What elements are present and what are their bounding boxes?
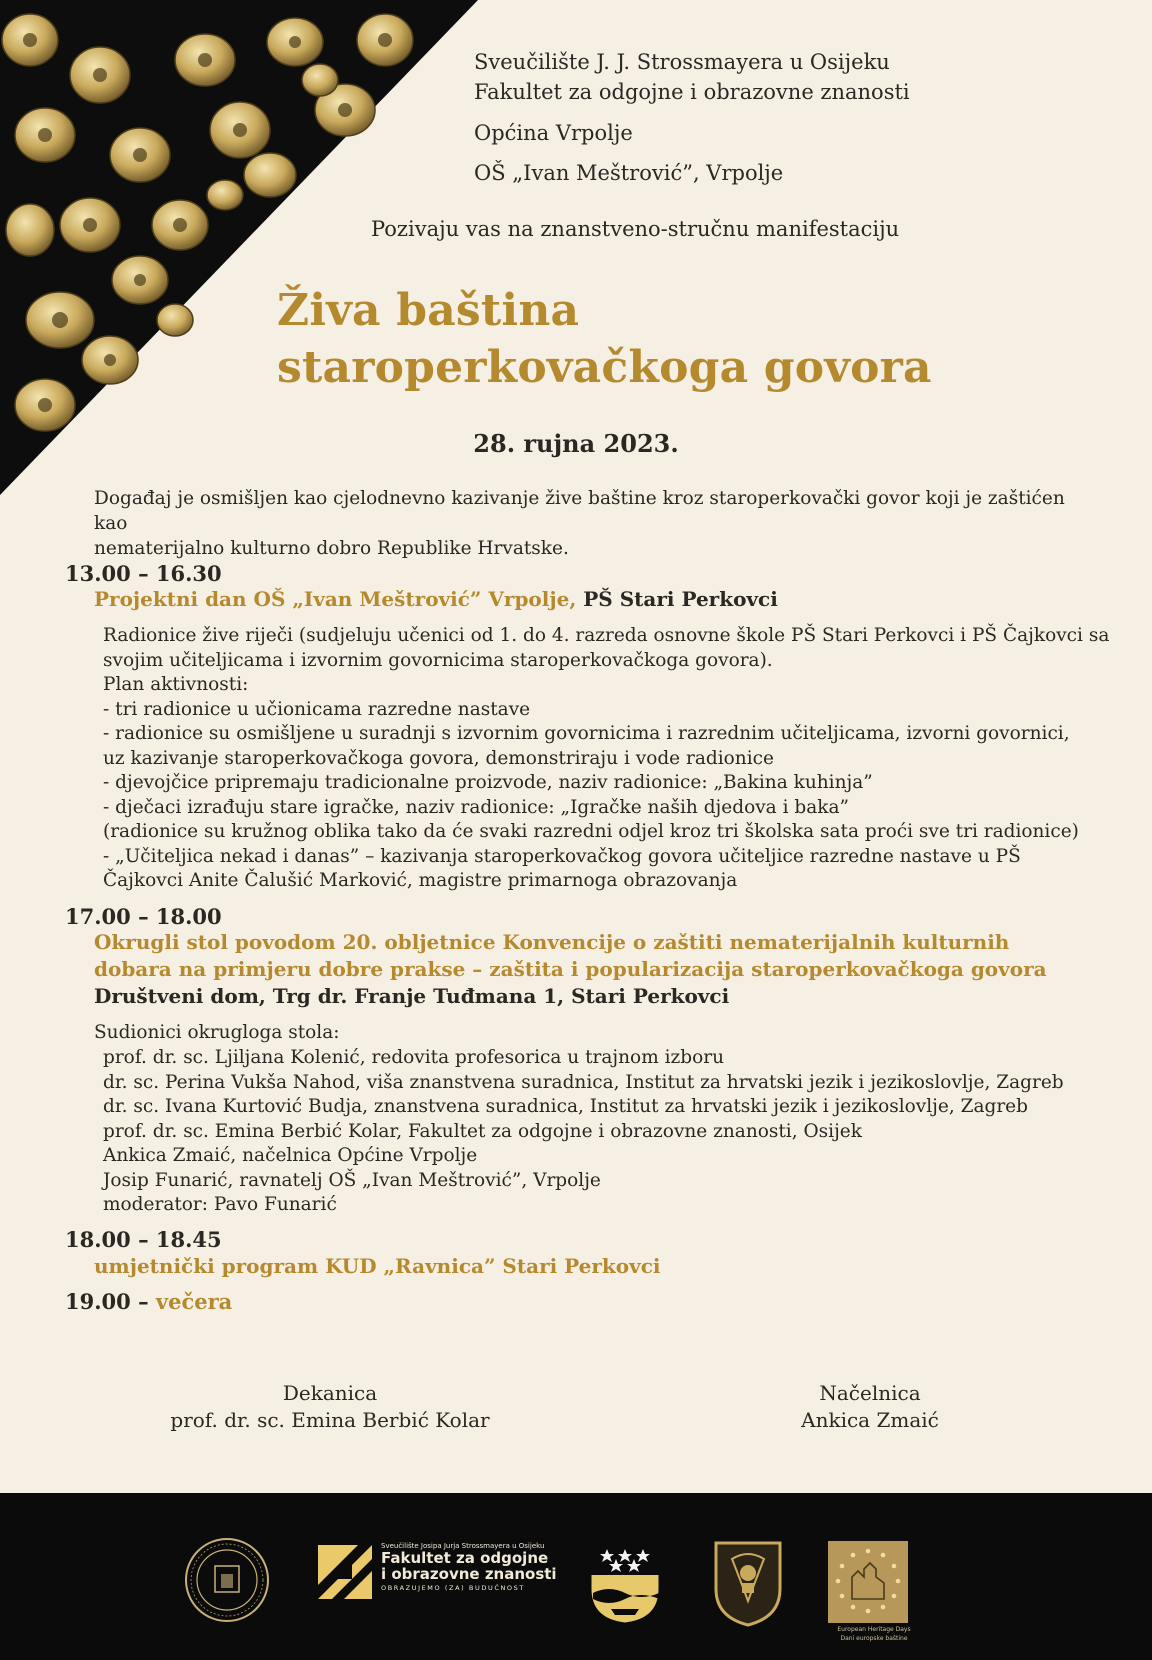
event-date: 28. rujna 2023.: [473, 429, 679, 458]
signature-mayor-role: Načelnica: [819, 1381, 921, 1405]
faculty-logo-university: Sveučilište Josipa Jurja Strossmayera u Osijeku: [381, 1542, 545, 1550]
event-title-line-2: staroperkovačkoga govora: [277, 342, 932, 393]
block4-title: večera: [148, 1289, 233, 1314]
european-heritage-days-icon: [828, 1541, 908, 1623]
time-slot-4-time: 19.00 –: [65, 1289, 149, 1314]
time-slot-1: 13.00 – 16.30: [65, 561, 222, 586]
signature-dean: [170, 1380, 490, 1434]
org-school: OŠ „Ivan Meštrović”, Vrpolje: [474, 161, 784, 185]
participant: prof. dr. sc. Emina Berbić Kolar, Fakultet za odgojne i obrazovne znanosti, Osijek: [103, 1120, 862, 1142]
time-slot-3: 18.00 – 18.45: [65, 1227, 222, 1252]
faculty-logo-line-1: Fakultet za odgojne: [381, 1549, 549, 1567]
university-seal-icon: [183, 1536, 271, 1624]
block1-line: - djevojčice pripremaju tradicionalne proizvode, naziv radionice: „Bakina kuhinja”: [103, 772, 873, 793]
faculty-logo-tagline: OBRAZUJEMO (ZA) BUDUĆNOST: [381, 1584, 525, 1592]
signature-dean-role: Dekanica: [282, 1381, 378, 1405]
participants-list: [103, 1046, 1064, 1218]
block3-title: umjetnički program KUD „Ravnica” Stari Perkovci: [94, 1254, 661, 1278]
event-title-line-1: Živa baština: [277, 285, 580, 336]
signature-mayor-name: Ankica Zmaić: [801, 1408, 939, 1432]
signature-mayor: [760, 1380, 980, 1434]
signature-dean-name: prof. dr. sc. Emina Berbić Kolar: [170, 1408, 490, 1432]
block1-line: - tri radionice u učionicama razredne nastave: [103, 698, 531, 720]
block1-line: - „Učiteljica nekad i danas” – kazivanja staroperkovačkog govora učiteljice razredne nastave u PŠ: [103, 845, 1021, 867]
block1-line: Plan aktivnosti:: [103, 674, 249, 695]
block2-title-line-2: dobara na primjeru dobre prakse – zaštita i popularizacija staroperkovačkoga govora: [94, 957, 1047, 981]
participants-label-text: Sudionici okrugloga stola:: [94, 1022, 340, 1043]
block1-line: Čajkovci Anite Čalušić Marković, magistre primarnoga obrazovanja: [103, 870, 738, 891]
block1-details: [103, 624, 1109, 894]
block1-title-gold: Projektni dan OŠ „Ivan Meštrović” Vrpolje,: [94, 587, 577, 611]
faculty-logo-line-2: i obrazovne znanosti: [381, 1565, 557, 1583]
block1-line: uz kazivanje staroperkovačkoga govora, demonstriraju i vode radionice: [103, 747, 774, 769]
org-university: Sveučilište J. J. Strossmayera u Osijeku: [474, 50, 890, 74]
event-description: [94, 486, 1094, 561]
block2-title-line-1: Okrugli stol povodom 20. obljetnice Konvencije o zaštiti nematerijalnih kulturnih: [94, 930, 1010, 954]
footer-logo-bar: [0, 1493, 1152, 1660]
description-line: Događaj je osmišljen kao cjelodnevno kazivanje žive baštine kroz staroperkovački govor koji je zaštićen kao: [94, 488, 1065, 534]
org-faculty: Fakultet za odgojne i obrazovne znanosti: [474, 80, 910, 104]
participant: Josip Funarić, ravnatelj OŠ „Ivan Meštrović”, Vrpolje: [103, 1169, 601, 1191]
ehd-line-2: Dani europske baštine: [840, 1635, 908, 1642]
faculty-logo-text: [381, 1542, 557, 1592]
municipality-coat-of-arms-icon: [589, 1539, 661, 1625]
description-line: nematerijalno kulturno dobro Republike Hrvatske.: [94, 538, 569, 559]
ehd-line-1: European Heritage Days: [837, 1626, 911, 1633]
embroidery-corner-image: [0, 0, 480, 500]
school-shield-icon: [712, 1539, 784, 1627]
participant: dr. sc. Perina Vukša Nahod, viša znanstvena suradnica, Institut za hrvatski jezik i jezikoslovlje, Zagreb: [103, 1071, 1064, 1093]
faculty-logo-icon: [318, 1545, 372, 1599]
participant: prof. dr. sc. Ljiljana Kolenić, redovita profesorica u trajnom izboru: [103, 1047, 725, 1068]
participant: Ankica Zmaić, načelnica Općine Vrpolje: [103, 1145, 478, 1166]
invitation-text: Pozivaju vas na znanstveno-stručnu manifestaciju: [371, 217, 900, 241]
block1-line: - radionice su osmišljene u suradnji s izvornim govornicima i razrednim učiteljicama, izvorni govornici,: [103, 723, 1070, 744]
time-slot-2: 17.00 – 18.00: [65, 904, 222, 929]
participant: dr. sc. Ivana Kurtović Budja, znanstvena suradnica, Institut za hrvatski jezik i jezikoslovlje, Zagreb: [103, 1096, 1028, 1117]
block2-location: Društveni dom, Trg dr. Franje Tuđmana 1, Stari Perkovci: [94, 984, 730, 1008]
participant: moderator: Pavo Funarić: [103, 1194, 337, 1215]
block1-line: Radionice žive riječi (sudjeluju učenici od 1. do 4. razreda osnovne škole PŠ Stari Perkovci i PŠ Čajkovci sa: [103, 625, 1110, 646]
org-municipality: Općina Vrpolje: [474, 121, 633, 145]
block1-title: [94, 586, 778, 613]
participants-label: [94, 1021, 339, 1046]
block1-line: - dječaci izrađuju stare igračke, naziv radionice: „Igračke naših djedova i baka”: [103, 796, 849, 818]
event-title: [277, 282, 932, 396]
block1-title-location: PŠ Stari Perkovci: [576, 587, 778, 611]
european-heritage-days-text: [824, 1625, 924, 1643]
block1-line: (radionice su kružnog oblika tako da će svaki razredni odjel kroz tri školska sata proći sve tri radionice): [103, 821, 1079, 842]
block1-line: svojim učiteljicama i izvornim govornicima staroperkovačkoga govora).: [103, 649, 773, 671]
time-slot-4: [65, 1289, 232, 1314]
